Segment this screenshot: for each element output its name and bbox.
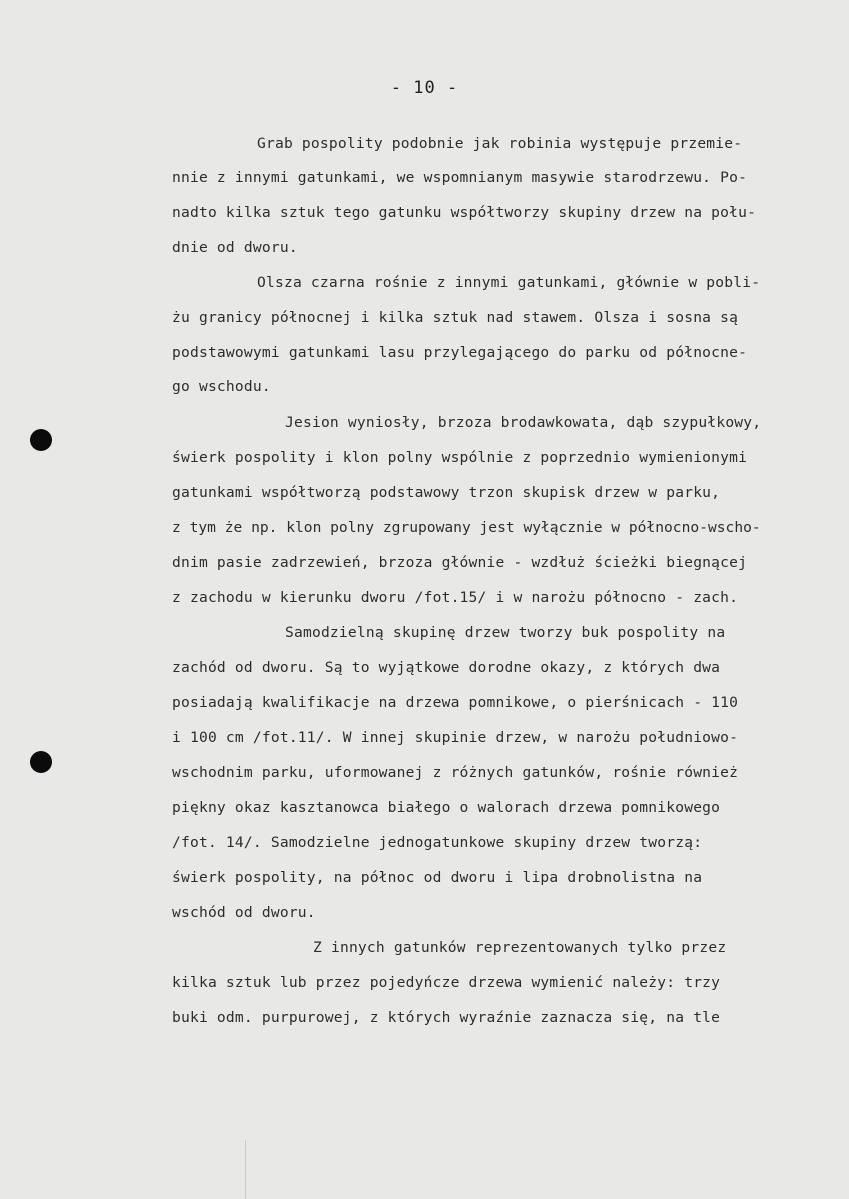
text-line: żu granicy północnej i kilka sztuk nad stawem. Olsza i sosna są <box>172 309 739 326</box>
text-line: dnie od dworu. <box>172 239 298 256</box>
text-line: podstawowymi gatunkami lasu przylegającego do parku od północne- <box>172 344 748 361</box>
page-number: - 10 - <box>390 78 459 98</box>
text-line: Samodzielną skupinę drzew tworzy buk pospolity na <box>285 624 726 641</box>
text-line: dnim pasie zadrzewień, brzoza głównie - wzdłuż ścieżki biegnącej <box>172 554 748 571</box>
paper-crease <box>245 1140 246 1199</box>
text-line: zachód od dworu. Są to wyjątkowe dorodne okazy, z których dwa <box>172 659 721 676</box>
text-line: buki odm. purpurowej, z których wyraźnie zaznacza się, na tle <box>172 1009 721 1026</box>
text-line: z tym że np. klon polny zgrupowany jest wyłącznie w północno-wscho- <box>172 519 761 536</box>
punch-hole <box>30 751 52 773</box>
text-line: nadto kilka sztuk tego gatunku współtworzy skupiny drzew na połu- <box>172 204 757 221</box>
text-line: /fot. 14/. Samodzielne jednogatunkowe skupiny drzew tworzą: <box>172 834 703 851</box>
text-line: piękny okaz kasztanowca białego o walorach drzewa pomnikowego <box>172 799 721 816</box>
text-line: go wschodu. <box>172 378 271 395</box>
text-line: kilka sztuk lub przez pojedyńcze drzewa wymienić należy: trzy <box>172 974 721 991</box>
text-line: gatunkami współtworzą podstawowy trzon skupisk drzew w parku, <box>172 484 721 501</box>
text-line: Z innych gatunków reprezentowanych tylko przez <box>313 939 727 956</box>
text-line: posiadają kwalifikacje na drzewa pomnikowe, o pierśnicach - 110 <box>172 694 739 711</box>
text-line: Olsza czarna rośnie z innymi gatunkami, głównie w pobli- <box>257 274 761 291</box>
text-line: świerk pospolity i klon polny wspólnie z poprzednio wymienionymi <box>172 449 748 466</box>
text-line: z zachodu w kierunku dworu /fot.15/ i w narożu północno - zach. <box>172 589 739 606</box>
text-line: świerk pospolity, na północ od dworu i lipa drobnolistna na <box>172 869 703 886</box>
text-line: wschód od dworu. <box>172 904 316 921</box>
text-line: i 100 cm /fot.11/. W innej skupinie drzew, w narożu południowo- <box>172 729 739 746</box>
punch-hole <box>30 429 52 451</box>
text-line: Grab pospolity podobnie jak robinia występuje przemie- <box>257 135 743 152</box>
text-line: wschodnim parku, uformowanej z różnych gatunków, rośnie również <box>172 764 739 781</box>
text-line: nnie z innymi gatunkami, we wspomnianym masywie starodrzewu. Po- <box>172 169 748 186</box>
text-line: Jesion wyniosły, brzoza brodawkowata, dąb szypułkowy, <box>285 414 762 431</box>
